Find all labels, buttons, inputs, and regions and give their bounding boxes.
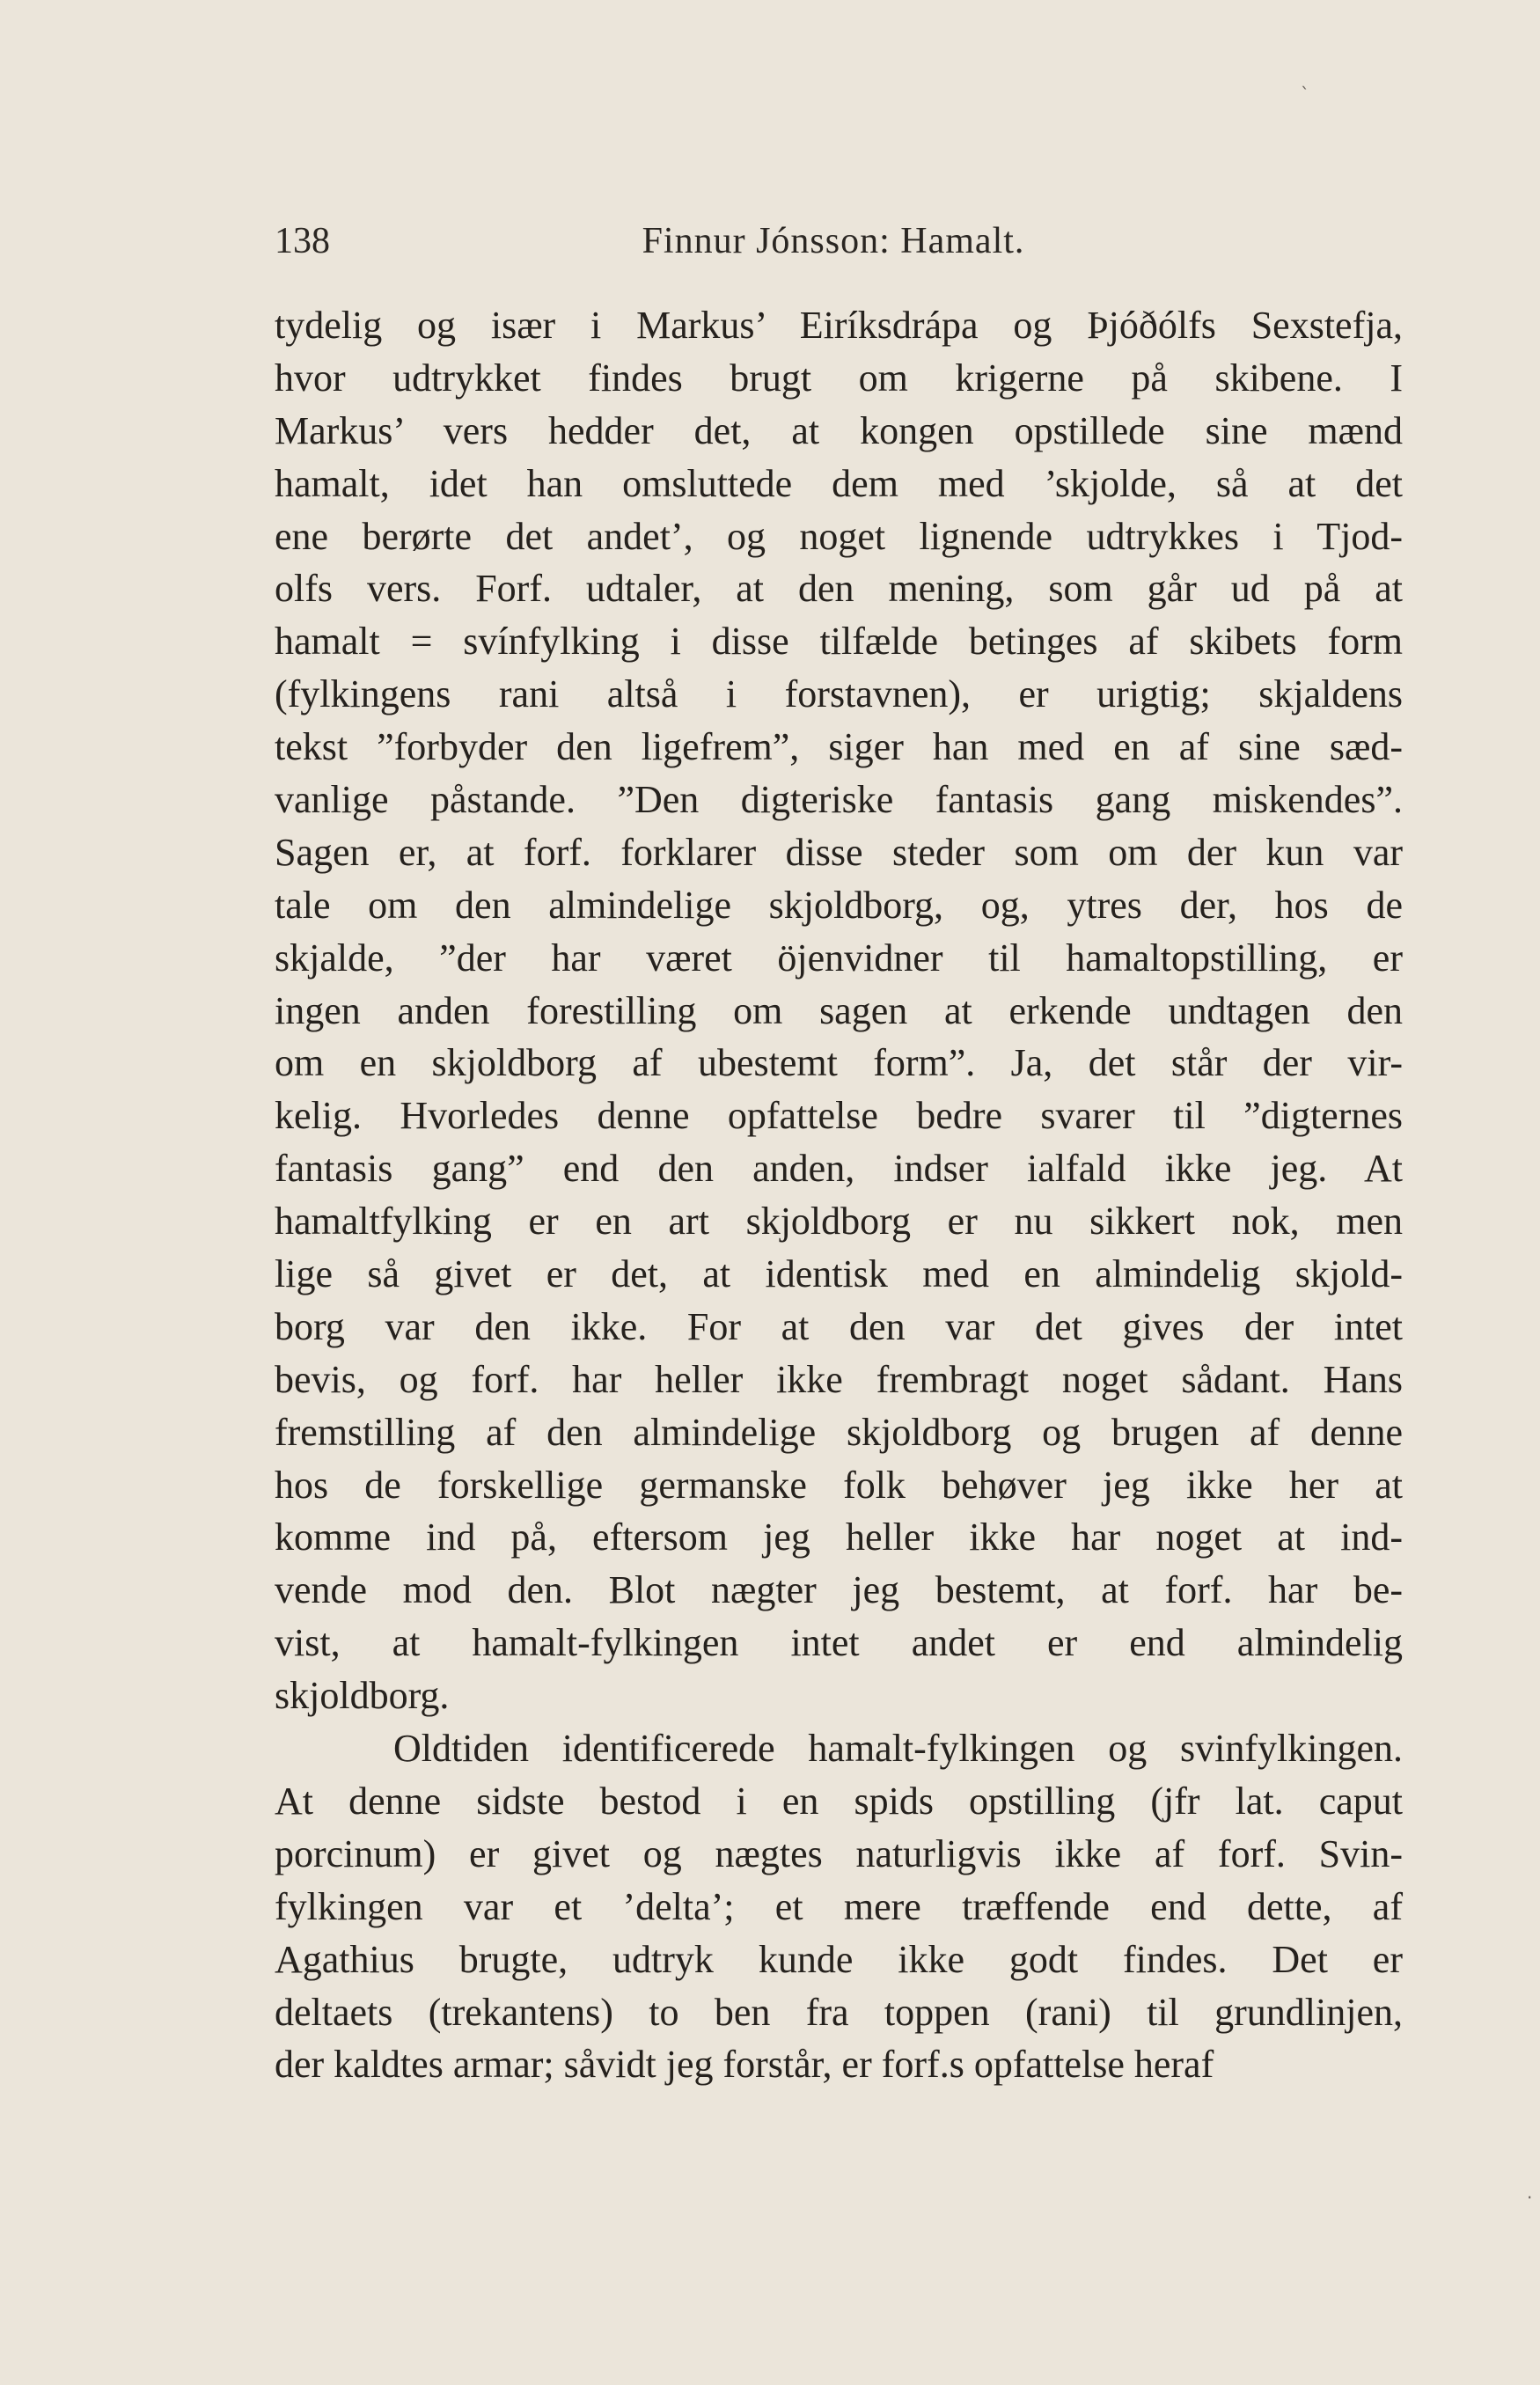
page-header [275,220,1392,273]
text-line: olfs vers. Forf. udtaler, at den mening, som går ud på at [275,567,1403,611]
text-line: tale om den almindelige skjoldborg, og, ytres der, hos de [275,883,1403,927]
text-line: hamalt, idet han omsluttede dem med ’skjolde, så at det [275,461,1403,505]
text-line: fylkingen var et ’delta’; et mere træffende end dette, af [275,1884,1403,1928]
text-line: vist, at hamalt-fylkingen intet andet er end almindelig [275,1621,1403,1665]
text-line: Oldtiden identificerede hamalt-fylkingen og svinfylkingen. [393,1727,1403,1771]
text-line: hvor udtrykket findes brugt om krigerne på skibene. I [275,356,1403,400]
paper-speck: · [1527,2187,1533,2208]
text-line: vanlige påstande. ”Den digteriske fantasis gang miskendes”. [275,778,1403,822]
text-line: ingen anden forestilling om sagen at erkende undtagen den [275,988,1403,1032]
running-title: Finnur Jónsson: Hamalt. [642,221,1025,261]
text-line: kelig. Hvorledes denne opfattelse bedre svarer til ”digternes [275,1094,1403,1138]
text-line: skjoldborg. [275,1674,450,1718]
text-line: tekst ”forbyder den ligefrem”, siger han med en af sine sæd- [275,725,1403,769]
text-line: Sagen er, at forf. forklarer disse steder som om der kun var [275,830,1403,874]
text-line: ene berørte det andet’, og noget lignende udtrykkes i Tjod- [275,514,1403,558]
text-line: hamalt = svínfylking i disse tilfælde betinges af skibets form [275,620,1403,664]
text-line: om en skjoldborg af ubestemt form”. Ja, det står der vir- [275,1041,1403,1085]
text-line: Agathius brugte, udtryk kunde ikke godt findes. Det er [275,1937,1403,1981]
text-line: komme ind på, eftersom jeg heller ikke har noget at ind- [275,1515,1403,1559]
text-line: porcinum) er givet og nægtes naturligvis ikke af forf. Svin- [275,1831,1403,1875]
text-line: hamaltfylking er en art skjoldborg er nu sikkert nok, men [275,1200,1403,1244]
text-line: hos de forskellige germanske folk behøver jeg ikke her at [275,1463,1403,1507]
text-line: lige så givet er det, at identisk med en almindelig skjold- [275,1252,1403,1296]
text-line: vende mod den. Blot nægter jeg bestemt, at forf. har be- [275,1568,1403,1612]
text-line: der kaldtes armar; såvidt jeg forstår, er forf.s opfattelse heraf [275,2043,1214,2087]
text-line: Markus’ vers hedder det, at kongen opstillede sine mænd [275,408,1403,452]
text-line: bevis, og forf. har heller ikke frembragt noget sådant. Hans [275,1357,1403,1401]
body-text [275,299,1403,2091]
text-line: fremstilling af den almindelige skjoldborg og brugen af denne [275,1410,1403,1454]
text-line: borg var den ikke. For at den var det gives der intet [275,1304,1403,1348]
text-line: tydelig og især i Markus’ Eiríksdrápa og Þjóðólfs Sexstefja, [275,304,1403,347]
text-line: fantasis gang” end den anden, indser ialfald ikke jeg. At [275,1147,1403,1191]
text-line: (fylkingens rani altså i forstavnen), er urigtig; skjaldens [275,672,1403,716]
paper-speck: ` [1301,84,1309,105]
text-line: deltaets (trekantens) to ben fra toppen (rani) til grundlinjen, [275,1990,1403,2034]
page-number: 138 [275,221,330,261]
text-line: skjalde, ”der har været öjenvidner til hamaltopstilling, er [275,936,1403,980]
text-line: At denne sidste bestod i en spids opstilling (jfr lat. caput [275,1779,1403,1823]
